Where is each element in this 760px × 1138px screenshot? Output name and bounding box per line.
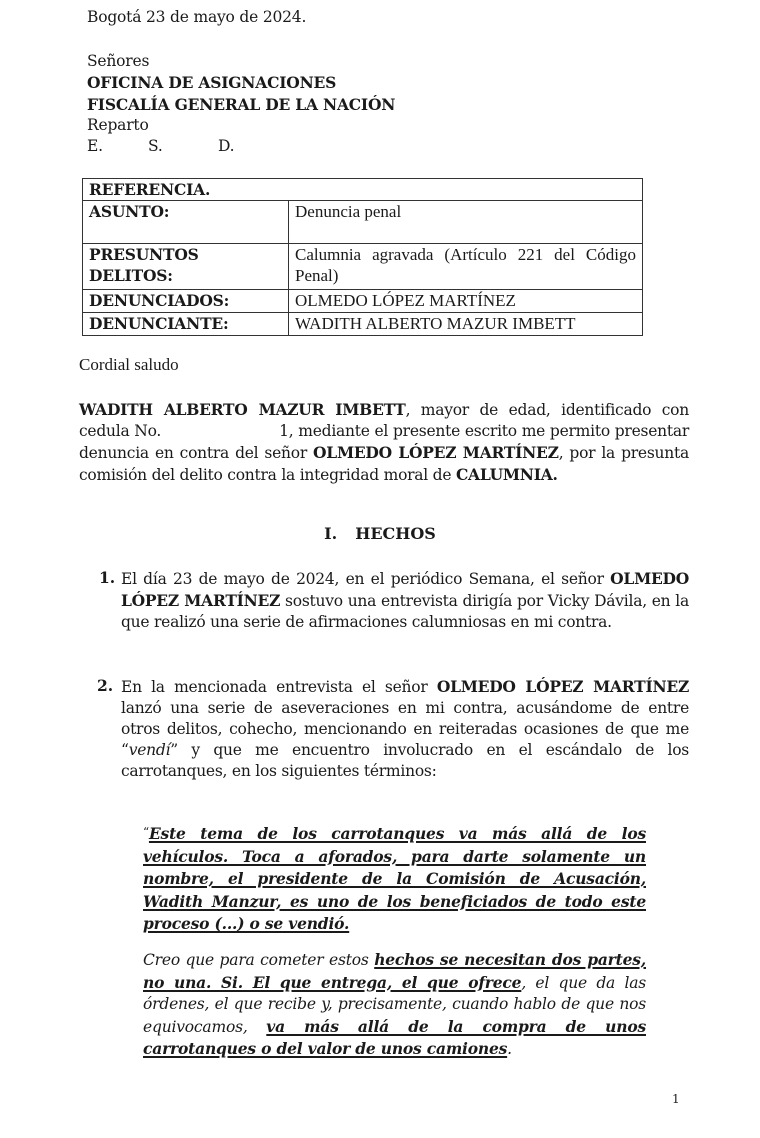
fact-2-paragraph	[121, 676, 689, 782]
intro-text-1: , mayor de edad, identificado con cedula No.	[79, 401, 689, 440]
quote-underlined-1: hechos se necesitan dos partes, no una. Si. El que entrega, el que ofrece	[143, 950, 646, 992]
page-number: 1	[672, 1092, 680, 1106]
label-line-2: DELITOS:	[89, 266, 173, 285]
fact-1-paragraph	[121, 568, 689, 633]
table-row	[83, 313, 643, 336]
reference-title: REFERENCIA.	[83, 179, 643, 201]
crime-name: CALUMNIA.	[455, 465, 558, 484]
id-number-suffix: 1	[279, 422, 289, 440]
section-title: HECHOS	[355, 524, 436, 543]
recipient-office: OFICINA DE ASIGNACIONES	[87, 73, 337, 92]
denunciante-label: DENUNCIANTE:	[83, 313, 289, 336]
label-line-1: PRESUNTOS	[89, 245, 199, 264]
table-row	[83, 290, 643, 313]
quote-text-b: , el que da las órdenes, el que recibe y, precisamente, cuando hablo de que nos equivocamos,	[143, 973, 646, 1036]
quote-text-c: .	[507, 1040, 512, 1058]
fact-2-text-a: En la mencionada entrevista el señor	[121, 678, 437, 696]
esd-d: D.	[218, 137, 235, 155]
reference-table	[82, 178, 643, 336]
accused-name: OLMEDO LÓPEZ MARTÍNEZ	[313, 443, 559, 462]
section-numeral: I.	[324, 524, 338, 543]
greeting: Cordial saludo	[79, 355, 179, 374]
intro-text-3: , por la presunta comisión del delito contra la integridad moral de	[79, 444, 689, 484]
presuntos-delitos-value: Calumnia agravada (Artículo 221 del Código Penal)	[289, 244, 643, 290]
asunto-label: ASUNTO:	[83, 201, 289, 244]
fact-1-text-a: El día 23 de mayo de 2024, en el periódico Semana, el señor	[121, 570, 611, 588]
quote-underlined-text: Este tema de los carrotanques va más allá de los vehículos. Toca a aforados, para darte solamente un nombre, el presidente de la Comisión de Acusación, Wadith Manzur, es uno de los beneficiados de todo este proceso (...) o se vendió.	[143, 824, 646, 933]
fact-2-text-b: lanzó una serie de aseveraciones en mi contra, acusándome de entre otros delitos, cohecho, mencionando en reiteradas ocasiones de que me “	[121, 699, 689, 759]
fact-number: 1.	[99, 568, 116, 587]
recipient-institution: FISCALÍA GENERAL DE LA NACIÓN	[87, 95, 396, 114]
table-row	[83, 201, 643, 244]
denunciados-value: OLMEDO LÓPEZ MARTÍNEZ	[289, 290, 643, 313]
date-line: Bogotá 23 de mayo de 2024.	[87, 8, 307, 26]
quote-text-a: Creo que para cometer estos	[143, 951, 375, 969]
salutation: Señores	[87, 52, 150, 70]
complainant-name: WADITH ALBERTO MAZUR IMBETT	[79, 400, 406, 419]
denunciante-value: WADITH ALBERTO MAZUR IMBETT	[289, 313, 643, 336]
reparto-line: Reparto	[87, 116, 149, 134]
quote-open-mark: “	[143, 825, 149, 839]
table-row	[83, 179, 643, 201]
table-row	[83, 244, 643, 290]
quote-paragraph-1	[143, 822, 646, 936]
section-heading	[0, 524, 760, 543]
quote-paragraph-2	[143, 949, 646, 1061]
fact-2-quoted-word: vendí	[128, 741, 171, 759]
fact-2-accused: OLMEDO LÓPEZ MARTÍNEZ	[436, 677, 690, 696]
intro-text-2: , mediante el presente escrito me permito presentar denuncia en contra del señor	[79, 422, 690, 462]
intro-paragraph	[79, 399, 689, 486]
fact-number: 2.	[97, 676, 114, 695]
esd-e: E.	[87, 137, 103, 155]
presuntos-delitos-label	[83, 244, 289, 290]
fact-2-text-c: ” y que me encuentro involucrado en el escándalo de los carrotanques, en los siguientes términos:	[121, 741, 689, 780]
quote-underlined-2: va más allá de la compra de unos carrotanques o del valor de unos camiones	[143, 1016, 646, 1058]
esd-s: S.	[148, 137, 163, 155]
denunciados-label: DENUNCIADOS:	[83, 290, 289, 313]
asunto-value: Denuncia penal	[289, 201, 643, 244]
fact-1-text-b: sostuvo una entrevista dirigía por Vicky Dávila, en la que realizó una serie de afirmaciones calumniosas en mi contra.	[121, 592, 689, 631]
fact-1-accused: OLMEDO LÓPEZ MARTÍNEZ	[121, 569, 689, 610]
